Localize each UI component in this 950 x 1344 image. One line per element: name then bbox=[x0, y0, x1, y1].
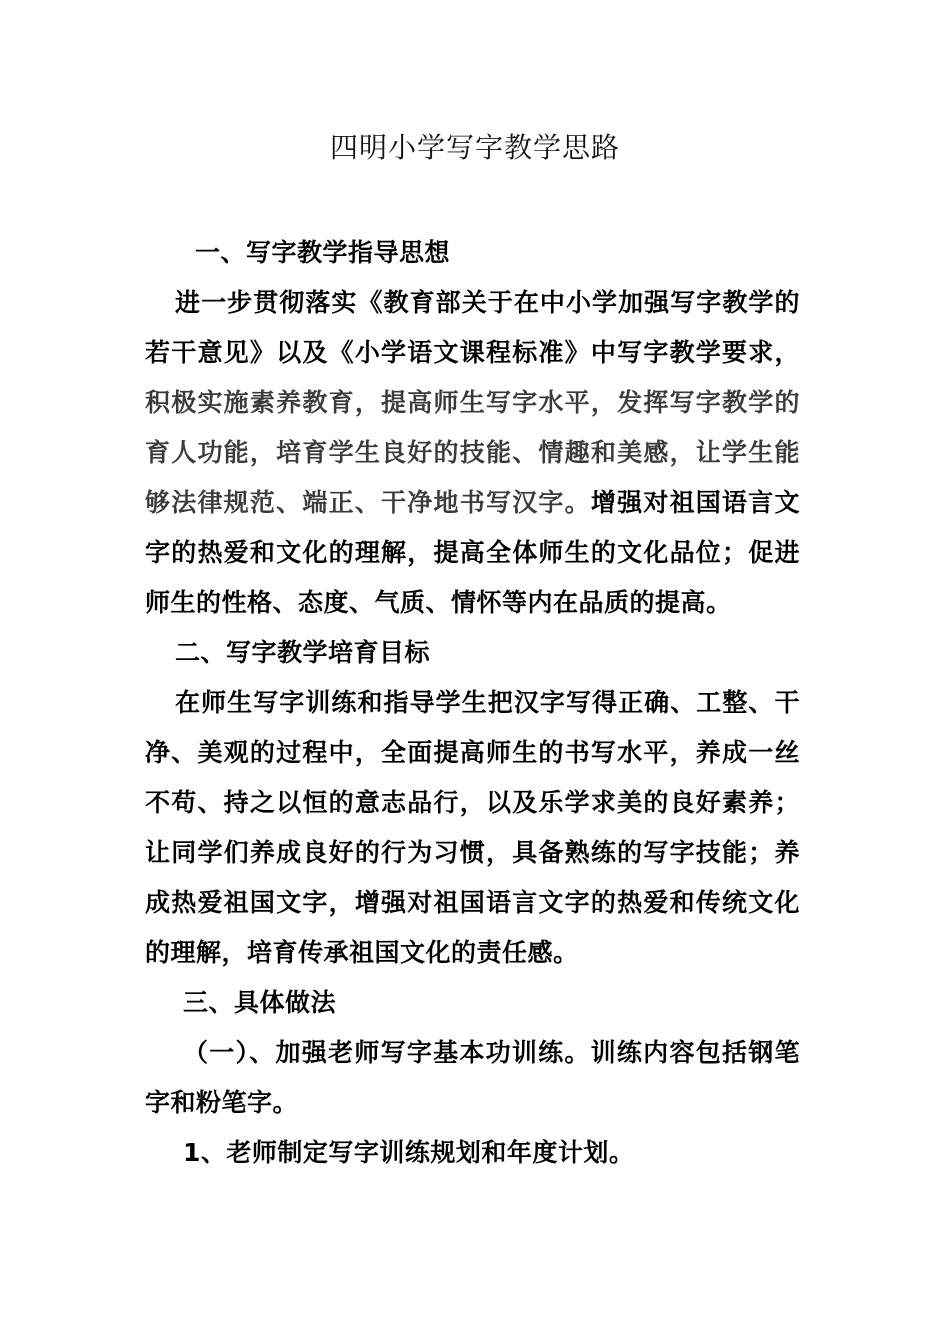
item-1: 1、老师制定写字训练规划和年度计划。 bbox=[183, 1138, 635, 1167]
section-2-heading: 二、写字教学培育目标 bbox=[175, 638, 431, 667]
section-3-heading: 三、具体做法 bbox=[183, 988, 337, 1017]
section-1-paragraph bbox=[145, 278, 800, 628]
section-1-paragraph-part-1: 进一步贯彻落实《教育部关于在中小学加强写字教学的若干意见》以及《小学语文课程标准》中写字教学要求， bbox=[145, 288, 800, 367]
subsection-1: （一）、加强老师写字基本功训练。训练内容包括钢笔字和粉笔字。 bbox=[145, 1038, 800, 1117]
document-body bbox=[145, 228, 800, 1178]
document-title: 四明小学写字教学思路 bbox=[329, 131, 620, 164]
section-1-paragraph-part-3: 增强对祖国语言文字的热爱和文化的理解，提高全体师生的文化品位；促进师生的性格、态度、气质、情怀等内在品质的提高。 bbox=[145, 488, 800, 617]
section-2-paragraph: 在师生写字训练和指导学生把汉字写得正确、工整、干净、美观的过程中，全面提高师生的书写水平，养成一丝不苟、持之以恒的意志品行，以及乐学求美的良好素养；让同学们养成良好的行为习惯，具备熟练的写字技能；养成热爱祖国文字，增强对祖国语言文字的热爱和传统文化的理解，培育传承祖国文化的责任感。 bbox=[145, 688, 800, 967]
section-1-heading: 一、写字教学指导思想 bbox=[195, 238, 451, 267]
section-1-paragraph-part-2: 积极实施素养教育，提高师生写字水平，发挥写字教学的育人功能，培育学生良好的技能、情趣和美感，让学生能够法律规范、端正、干净地书写汉字。 bbox=[145, 388, 800, 517]
